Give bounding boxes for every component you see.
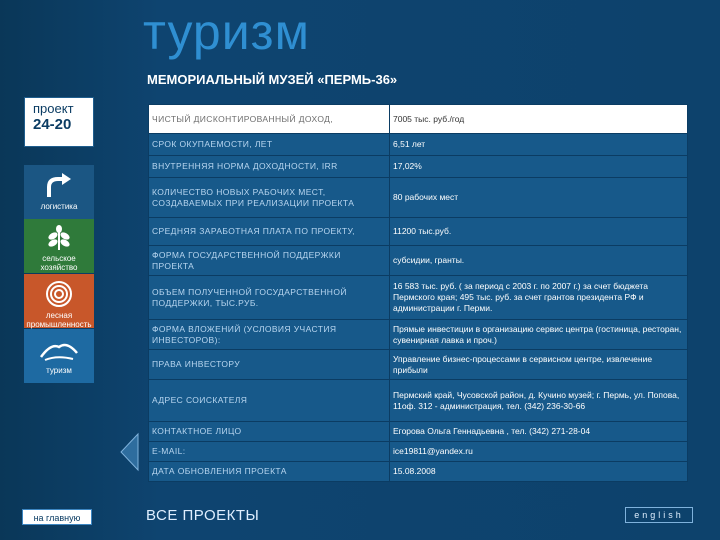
table-row	[149, 134, 688, 156]
project-label: проект	[33, 101, 74, 116]
category-label: сельское хозяйство	[40, 254, 78, 272]
row-key: АДРЕС СОИСКАТЕЛЯ	[149, 380, 390, 422]
row-value: Управление бизнес-процессами в сервисном центре, извлечение прибыли	[390, 350, 688, 380]
table-row	[149, 246, 688, 276]
row-key: ЧИСТЫЙ ДИСКОНТИРОВАННЫЙ ДОХОД,	[149, 105, 390, 134]
category-agriculture[interactable]	[24, 219, 94, 273]
email-value[interactable]: ice19811@yandex.ru	[390, 442, 688, 462]
project-number-box	[24, 97, 94, 147]
table-row	[149, 422, 688, 442]
project-info-table	[148, 104, 688, 482]
row-key: ФОРМА ВЛОЖЕНИЙ (УСЛОВИЯ УЧАСТИЯ ИНВЕСТОРОВ):	[149, 320, 390, 350]
row-value: 15.08.2008	[390, 462, 688, 482]
category-forestry[interactable]	[24, 274, 94, 328]
table-row	[149, 156, 688, 178]
table-row	[149, 350, 688, 380]
row-key: КОНТАКТНОЕ ЛИЦО	[149, 422, 390, 442]
table-row	[149, 178, 688, 218]
row-value: 80 рабочих мест	[390, 178, 688, 218]
table-row	[149, 380, 688, 422]
project-range: 24-20	[33, 116, 72, 133]
home-button[interactable]: на главную	[22, 509, 92, 525]
tree-rings-icon	[44, 280, 74, 308]
arrow-turn-icon	[44, 171, 74, 199]
row-value: Егорова Ольга Геннадьевна , тел. (342) 271-28-04	[390, 422, 688, 442]
table-row	[149, 105, 688, 134]
row-key: ДАТА ОБНОВЛЕНИЯ ПРОЕКТА	[149, 462, 390, 482]
row-value: субсидии, гранты.	[390, 246, 688, 276]
category-label: лесная промышленность	[26, 311, 92, 329]
table-row	[149, 320, 688, 350]
all-projects-link[interactable]: ВСЕ ПРОЕКТЫ	[146, 507, 260, 524]
row-value: 17,02%	[390, 156, 688, 178]
table-row	[149, 462, 688, 482]
row-key: ОБЪЕМ ПОЛУЧЕННОЙ ГОСУДАРСТВЕННОЙ ПОДДЕРЖКИ, ТЫС.РУБ.	[149, 276, 390, 320]
category-label: туризм	[46, 366, 72, 375]
category-label: логистика	[40, 202, 78, 211]
category-tourism[interactable]	[24, 329, 94, 383]
table-row	[149, 276, 688, 320]
row-value: 11200 тыс.руб.	[390, 218, 688, 246]
row-key: ПРАВА ИНВЕСТОРУ	[149, 350, 390, 380]
row-value: 7005 тыс. руб./год	[390, 105, 688, 134]
row-key: КОЛИЧЕСТВО НОВЫХ РАБОЧИХ МЕСТ, СОЗДАВАЕМЫХ ПРИ РЕАЛИЗАЦИИ ПРОЕКТА	[149, 178, 390, 218]
row-key: E-MAIL:	[149, 442, 390, 462]
plant-icon	[44, 225, 74, 251]
mountains-icon	[39, 335, 79, 363]
row-key: ФОРМА ГОСУДАРСТВЕННОЙ ПОДДЕРЖКИ ПРОЕКТА	[149, 246, 390, 276]
row-key: СРЕДНЯЯ ЗАРАБОТНАЯ ПЛАТА ПО ПРОЕКТУ,	[149, 218, 390, 246]
project-title: МЕМОРИАЛЬНЫЙ МУЗЕЙ «ПЕРМЬ-36»	[147, 72, 398, 87]
row-value: Пермский край, Чусовской район, д. Кучино музей; г. Пермь, ул. Попова, 11оф. 312 - администрация, тел. (342) 236-30-66	[390, 380, 688, 422]
table-row	[149, 442, 688, 462]
row-value: 16 583 тыс. руб. ( за период с 2003 г. по 2007 г.) за счет бюджета Пермского края; 495 тыс. руб. за счет грантов президента РФ и администрации г. Перми.	[390, 276, 688, 320]
previous-arrow-icon[interactable]	[118, 432, 140, 472]
category-logistics[interactable]	[24, 165, 94, 219]
table-row	[149, 218, 688, 246]
english-language-button[interactable]: english	[625, 507, 693, 523]
row-value: Прямые инвестиции в организацию сервис центра (гостиница, ресторан, сувенирная лавка и проч.)	[390, 320, 688, 350]
row-key: ВНУТРЕННЯЯ НОРМА ДОХОДНОСТИ, IRR	[149, 156, 390, 178]
page-title: туризм	[143, 4, 310, 60]
row-value: 6,51 лет	[390, 134, 688, 156]
row-key: СРОК ОКУПАЕМОСТИ, ЛЕТ	[149, 134, 390, 156]
